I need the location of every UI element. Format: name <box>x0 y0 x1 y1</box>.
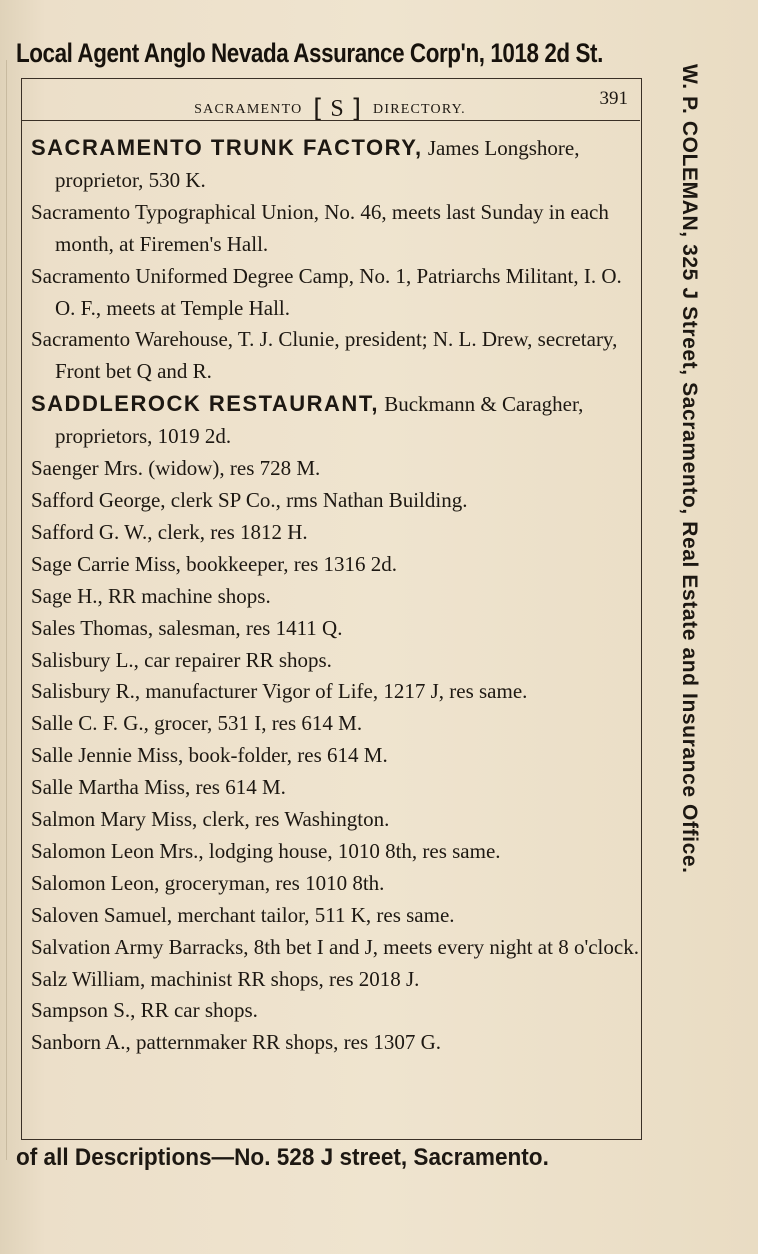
entry-text: Salomon Leon, groceryman, res 1010 8th. <box>31 870 385 895</box>
directory-entry <box>31 324 643 388</box>
header-letter-open-bracket: [ <box>313 94 325 124</box>
entry-text: Salisbury R., manufacturer Vigor of Life, 1217 J, res same. <box>31 679 528 704</box>
entry-text: Sacramento Typographical Union, No. 46, meets last Sunday in each month, at Firemen's Hall. <box>31 199 609 256</box>
bottom-advertisement-banner: of all Descriptions—No. 528 J street, Sacramento. <box>16 1144 549 1171</box>
directory-entry <box>31 804 643 836</box>
entry-text: Salle Jennie Miss, book-folder, res 614 M. <box>31 743 388 768</box>
directory-entry <box>31 995 643 1027</box>
directory-entry <box>31 836 643 868</box>
header-section-letter: S <box>330 96 345 122</box>
directory-entry <box>31 868 643 900</box>
entry-text: Sanborn A., patternmaker RR shops, res 1307 G. <box>31 1030 442 1055</box>
entry-text: Salomon Leon Mrs., lodging house, 1010 8th, res same. <box>31 838 501 863</box>
directory-entry <box>31 132 643 197</box>
entry-text: Salz William, machinist RR shops, res 2018 J. <box>31 966 420 991</box>
entry-text: Salisbury L., car repairer RR shops. <box>31 647 332 672</box>
directory-entry <box>31 261 643 325</box>
running-header <box>22 86 638 124</box>
directory-entry <box>31 485 643 517</box>
entry-text: Saloven Samuel, merchant tailor, 511 K, res same. <box>31 902 455 927</box>
entry-text: Sage H., RR machine shops. <box>31 583 271 608</box>
header-letter-close-bracket: ] <box>350 94 363 124</box>
directory-entry <box>31 740 643 772</box>
entry-text: Salle Martha Miss, res 614 M. <box>31 775 286 800</box>
directory-entry <box>31 708 643 740</box>
directory-entry <box>31 645 643 677</box>
header-city: SACRAMENTO <box>194 102 303 117</box>
entry-text: Sampson S., RR car shops. <box>31 998 258 1023</box>
entry-text: Salvation Army Barracks, 8th bet I and J, meets every night at 8 o'clock. <box>31 934 639 959</box>
entry-text: Safford G. W., clerk, res 1812 H. <box>31 519 308 544</box>
directory-entry <box>31 964 643 996</box>
entry-text: Safford George, clerk SP Co., rms Nathan Building. <box>31 487 468 512</box>
header-rule <box>22 120 640 121</box>
directory-entry <box>31 517 643 549</box>
entry-text: Sacramento Warehouse, T. J. Clunie, president; N. L. Drew, secretary, Front bet Q and R. <box>31 327 618 384</box>
side-advertisement-banner: W. P. COLEMAN, 325 J Street, Sacramento, Real Estate and Insurance Office. <box>678 64 701 874</box>
directory-entry <box>31 772 643 804</box>
directory-entry <box>31 549 643 581</box>
entry-text: Sales Thomas, salesman, res 1411 Q. <box>31 615 343 640</box>
directory-entries <box>31 132 643 1059</box>
directory-entry <box>31 581 643 613</box>
header-directory-label: DIRECTORY. <box>373 102 466 117</box>
entry-text: Saenger Mrs. (widow), res 728 M. <box>31 456 321 481</box>
entry-text: James Longshore, proprietor, 530 K. <box>55 136 580 192</box>
directory-entry <box>31 900 643 932</box>
entry-text: Salle C. F. G., grocer, 531 I, res 614 M. <box>31 711 363 736</box>
directory-entry <box>31 453 643 485</box>
entry-text: Buckmann & Caragher, proprietors, 1019 2d. <box>55 392 584 449</box>
directory-entry <box>31 1027 643 1059</box>
entry-business-name: SADDLEROCK RESTAURANT, <box>31 391 379 417</box>
entry-text: Salmon Mary Miss, clerk, res Washington. <box>31 807 390 832</box>
entry-text: Sage Carrie Miss, bookkeeper, res 1316 2d. <box>31 551 397 576</box>
entry-text: Sacramento Uniformed Degree Camp, No. 1, Patriarchs Militant, I. O. O. F., meets at Temple Hall. <box>31 263 622 320</box>
directory-entry <box>31 388 643 453</box>
page-number: 391 <box>599 88 628 109</box>
page-edge-line <box>6 60 7 1160</box>
directory-entry <box>31 197 643 261</box>
directory-entry <box>31 676 643 708</box>
entry-business-name: SACRAMENTO TRUNK FACTORY, <box>31 135 423 160</box>
directory-entry <box>31 613 643 645</box>
directory-entry <box>31 932 643 964</box>
header-center <box>22 90 638 124</box>
top-advertisement-banner: Local Agent Anglo Nevada Assurance Corp'n, 1018 2d St. <box>16 38 603 68</box>
